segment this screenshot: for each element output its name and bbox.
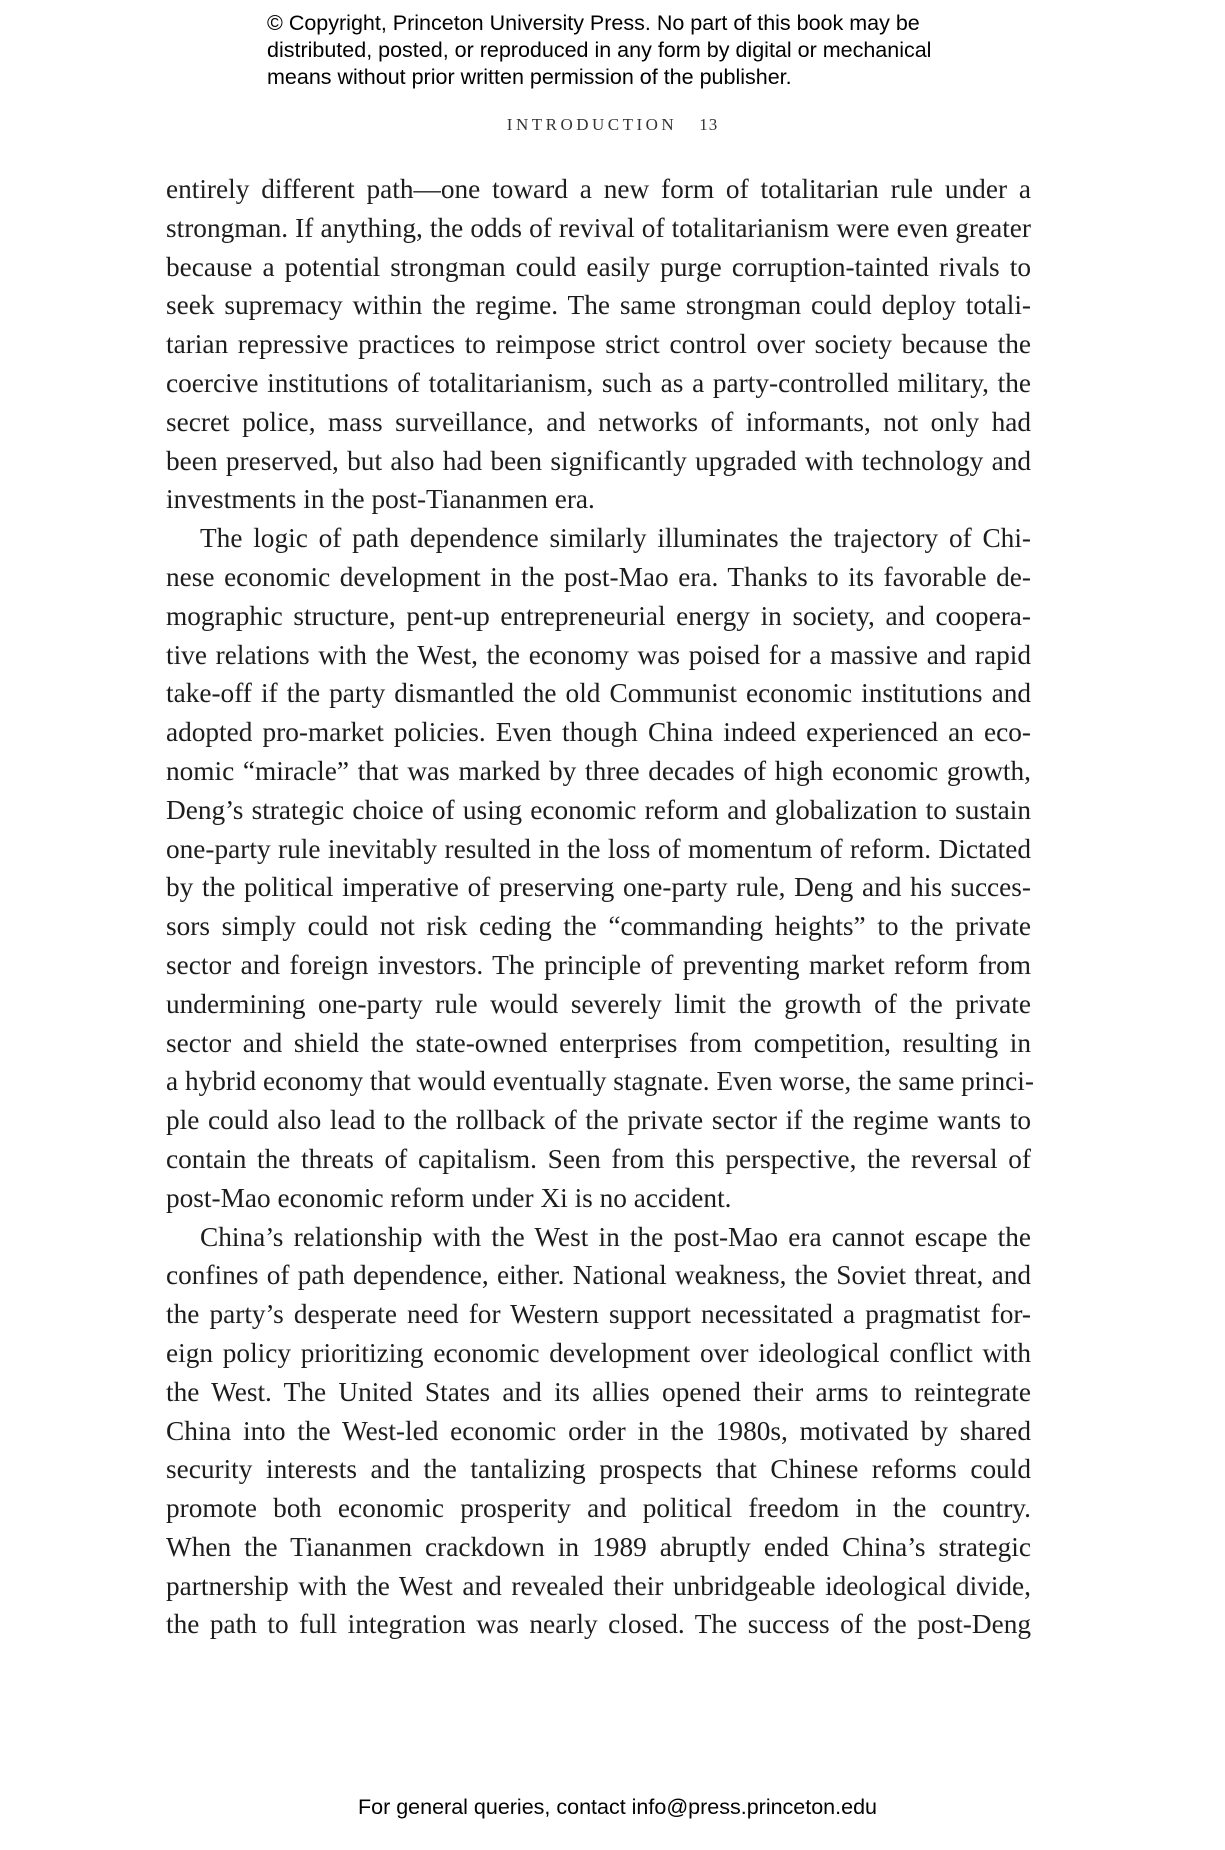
text-line: nomic “miracle” that was marked by three decades of high economic growth, [166,755,1031,786]
text-line: contain the threats of capitalism. Seen from this perspective, the reversal of [166,1143,1031,1174]
text-line: Deng’s strategic choice of using economic reform and globalization to sustain [166,794,1031,825]
copyright-notice [267,10,1027,91]
text-line: tarian repressive practices to reimpose strict control over society because the [166,329,1031,360]
text-line: been preserved, but also had been significantly upgraded with technology and [166,445,1031,476]
text-line: adopted pro-market policies. Even though China indeed experienced an eco- [166,717,1031,748]
text-line: confines of path dependence, either. National weakness, the Soviet threat, and [166,1260,1031,1291]
text-line: promote both economic prosperity and political freedom in the country. [166,1493,1031,1524]
copyright-line: distributed, posted, or reproduced in any form by digital or mechanical [267,38,932,62]
text-line: the West. The United States and its allies opened their arms to reintegrate [166,1376,1031,1407]
text-line: strongman. If anything, the odds of revival of totalitarianism were even greater [166,212,1031,243]
footer-contact: For general queries, contact info@press.princeton.edu [357,1795,877,1819]
text-line: The logic of path dependence similarly illuminates the trajectory of Chi- [200,523,1031,554]
text-line: one-party rule inevitably resulted in the loss of momentum of reform. Dictated [166,833,1031,864]
page-number: 13 [699,115,719,134]
copyright-line: © Copyright, Princeton University Press. No part of this book may be [267,11,920,35]
text-line: ple could also lead to the rollback of the private sector if the regime wants to [166,1105,1031,1136]
text-line: post-Mao economic reform under Xi is no accident. [166,1182,732,1213]
text-line: security interests and the tantalizing prospects that Chinese reforms could [166,1454,1031,1485]
text-line: nese economic development in the post-Mao era. Thanks to its favorable de- [166,561,1031,592]
body-text [166,170,1034,1644]
text-line: When the Tiananmen crackdown in 1989 abruptly ended China’s strategic [166,1531,1031,1562]
running-head-title: INTRODUCTION [506,115,678,134]
text-line: China into the West-led economic order in the 1980s, motivated by shared [166,1415,1031,1446]
running-head [0,115,1225,135]
text-line: China’s relationship with the West in the post-Mao era cannot escape the [200,1221,1031,1252]
text-line: the path to full integration was nearly closed. The success of the post-Deng [166,1609,1031,1640]
paragraph [166,519,1034,1217]
text-line: undermining one-party rule would severely limit the growth of the private [166,988,1031,1019]
text-line: take-off if the party dismantled the old Communist economic institutions and [166,678,1031,709]
text-line: coercive institutions of totalitarianism, such as a party-controlled military, the [166,367,1031,398]
text-line: sector and foreign investors. The principle of preventing market reform from [166,949,1031,980]
text-line: the party’s desperate need for Western support necessitated a pragmatist for- [166,1299,1031,1330]
paragraph [166,170,1031,519]
text-line: a hybrid economy that would eventually stagnate. Even worse, the same princi- [166,1066,1034,1097]
text-line: entirely different path—one toward a new form of totalitarian rule under a [166,174,1031,204]
text-line: sors simply could not risk ceding the “commanding heights” to the private [166,911,1031,942]
text-line: secret police, mass surveillance, and networks of informants, not only had [166,406,1031,437]
text-line: mographic structure, pent-up entrepreneurial energy in society, and coopera- [166,600,1031,631]
text-line: partnership with the West and revealed their unbridgeable ideological divide, [166,1570,1031,1601]
paragraph [166,1218,1031,1645]
text-line: because a potential strongman could easily purge corruption-tainted rivals to [166,251,1031,282]
copyright-line: means without prior written permission of the publisher. [267,65,792,89]
text-line: seek supremacy within the regime. The same strongman could deploy totali- [166,290,1031,321]
text-line: eign policy prioritizing economic development over ideological conflict with [166,1337,1031,1368]
text-line: sector and shield the state-owned enterprises from competition, resulting in [166,1027,1031,1058]
text-line: by the political imperative of preserving one-party rule, Deng and his succes- [166,872,1031,903]
text-line: tive relations with the West, the economy was poised for a massive and rapid [166,639,1031,670]
text-line: investments in the post-Tiananmen era. [166,484,595,515]
